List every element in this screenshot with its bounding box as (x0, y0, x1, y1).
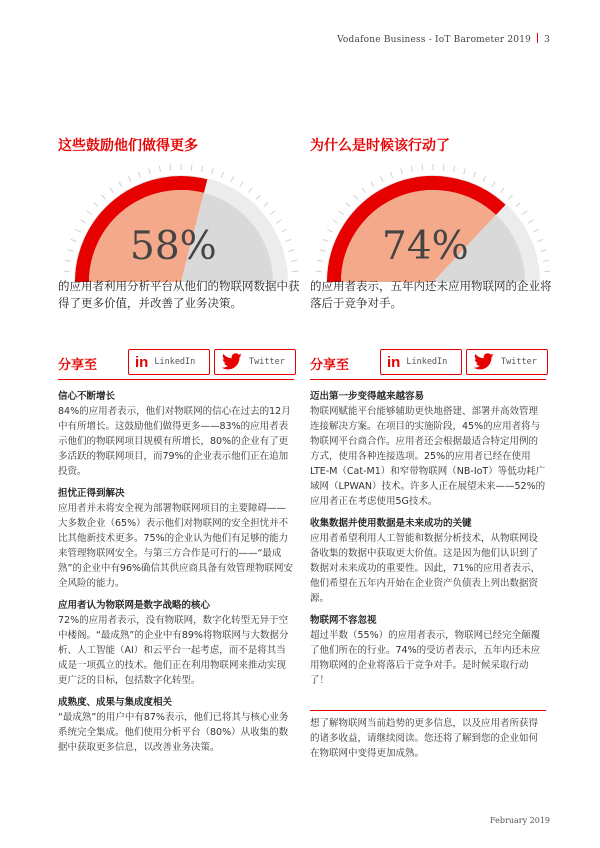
left-gauge-tick (240, 182, 243, 187)
left-gauge-tick (289, 250, 295, 252)
right-gauge-tick (346, 203, 350, 207)
linkedin-icon: in (135, 353, 149, 371)
right-gauge-tick (411, 166, 412, 172)
left-gauge-tick (68, 250, 74, 252)
left-body-sections (58, 389, 294, 762)
right-twitter-button[interactable] (466, 349, 548, 375)
right-gauge-tick (316, 271, 322, 272)
right-linkedin-button[interactable] (380, 349, 462, 375)
left-section-heading: 信心不断增长 (58, 391, 116, 402)
right-gauge-tick (320, 250, 326, 252)
left-gauge-tick (94, 203, 98, 207)
left-gauge-tick (281, 229, 286, 232)
right-gauge-tick (541, 250, 547, 252)
right-gauge-tick (454, 166, 455, 172)
left-gauge-percentage: 58% (130, 224, 217, 269)
left-section-heading: 应用者认为物联网是数字战略的核心 (58, 600, 211, 611)
left-gauge-tick (276, 220, 281, 223)
right-gauge-tick (500, 188, 504, 193)
right-gauge-tick (537, 239, 543, 241)
left-section-body: 应用者并未将安全视为部署物联网项目的主要障碍——大多数企业（65%）表示他们对物联网的安全担忧并不比其他新技术更多。75%的企业认为他们有足够的能力来管理物联网安全。与第三方合作是可行的——“最成熟”的企业中有96%确信其供应商具备有效管理物联网安全风险的能力。 (58, 503, 294, 589)
twitter-icon (473, 353, 495, 371)
right-gauge-tick (371, 182, 374, 187)
running-header (337, 33, 550, 45)
right-gauge-tick (464, 169, 466, 175)
right-gauge-tick (422, 165, 423, 171)
left-gauge-tick (256, 195, 260, 199)
left-gauge-tick (285, 239, 291, 241)
twitter-icon (221, 353, 243, 371)
left-gauge-tick (231, 176, 234, 181)
closing-paragraph: 想了解物联网当前趋势的更多信息，以及应用者所获得的诸多收益，请继续阅读。您还将了解到您的企业如何在物联网中变得更加成熟。 (310, 710, 546, 761)
right-gauge-tick (508, 195, 512, 199)
right-gauge-tick (317, 260, 323, 261)
right-gauge-tick (483, 176, 486, 181)
right-gauge-tick (390, 172, 392, 178)
right-gauge-percentage: 74% (382, 224, 469, 269)
right-gauge-tick (443, 165, 444, 171)
left-gauge-tick (270, 211, 275, 215)
right-gauge-tick (545, 271, 551, 272)
right-section-heading: 迈出第一步变得越来越容易 (310, 391, 425, 402)
left-gauge-description: 的应用者利用分析平台从他们的物联网数据中获得了更多价值，并改善了业务决策。 (58, 279, 300, 310)
right-gauge-description: 的应用者表示，五年内还未应用物联网的企业将落后于竞争对手。 (310, 279, 552, 310)
right-gauge-tick (528, 220, 533, 223)
left-gauge-tick (119, 182, 122, 187)
left-share-divider (58, 379, 294, 380)
right-gauge (310, 154, 556, 286)
left-share-bar (58, 349, 294, 377)
linkedin-icon: in (387, 353, 401, 371)
left-gauge-tick (221, 172, 223, 178)
left-section-heading: 担忧正得到解决 (58, 488, 125, 499)
left-gauge-tick (170, 165, 171, 171)
left-gauge-tick (128, 176, 131, 181)
right-gauge-tick (522, 211, 527, 215)
right-gauge-tick (333, 220, 338, 223)
left-gauge-tick (264, 203, 268, 207)
right-share-label: 分享至 (310, 358, 350, 373)
left-gauge-tick (159, 166, 160, 172)
left-section-heading: 成熟度、成果与集成度相关 (58, 697, 173, 708)
left-twitter-button[interactable] (214, 349, 296, 375)
right-twitter-label: Twitter (501, 357, 537, 367)
left-share-label: 分享至 (58, 358, 98, 373)
right-share-bar (310, 349, 546, 377)
left-gauge-tick (64, 271, 70, 272)
left-section-body: 72%的应用者表示，没有物联网，数字化转型无异于空中楼阁。“最成熟”的企业中有89%将物联网与大数据分析、人工智能（AI）和云平台一起考虑，而不是将其当成是一项孤立的技术。他们正在利用物联网来推动实现更广泛的目标，包括数字化转型。 (58, 615, 289, 686)
right-gauge-tick (516, 203, 520, 207)
right-gauge-tick (339, 211, 344, 215)
left-gauge-tick (110, 188, 114, 193)
footer-date: February 2019 (490, 816, 550, 825)
right-gauge-tick (380, 176, 383, 181)
right-gauge-tick (492, 182, 495, 187)
page-number: 3 (544, 35, 550, 45)
right-body-sections (310, 389, 546, 695)
left-gauge-tick (138, 172, 140, 178)
left-gauge-tick (202, 166, 203, 172)
left-gauge-tick (248, 188, 252, 193)
right-section-body: 物联网赋能平台能够辅助更快地搭建、部署并高效管理连接解决方案。在项目的实施阶段，45%的应用者将与物联网平台商合作。应用者还会根据最适合特定用例的方式，使用各种连接选项。25%的应用者已经在使用LTE-M（Cat-M1）和窄带物联网（NB-IoT）等低功耗广域网（LPWAN）技术。许多人正在展望未来——52%的应用者正在考虑使用5G技术。 (310, 406, 546, 507)
right-gauge-tick (362, 188, 366, 193)
right-gauge-tick (473, 172, 475, 178)
left-gauge-tick (75, 229, 80, 232)
left-section-body: “最成熟”的用户中有87%表示，他们已将其与核心业务系统完全集成。他们使用分析平台（80%）从收集的数据中获取更多信息，以改善业务决策。 (58, 712, 289, 753)
left-twitter-label: Twitter (249, 357, 285, 367)
left-section-body: 84%的应用者表示，他们对物联网的信心在过去的12月中有所增长。这鼓励他们做得更多——83%的应用者表示他们的物联网项目规模有所增长，80%的企业有了更多活跃的物联网项目，而79%的企业表示他们正在追加投资。 (58, 406, 291, 477)
left-linkedin-label: LinkedIn (154, 357, 196, 367)
right-share-divider (310, 379, 546, 380)
left-gauge-tick (71, 239, 77, 241)
right-section-heading: 收集数据并使用数据是未来成功的关键 (310, 518, 472, 529)
left-gauge-tick (293, 271, 299, 272)
right-gauge-tick (354, 195, 358, 199)
right-section-heading: 物联网不容忽视 (310, 615, 377, 626)
header-divider (537, 33, 538, 43)
left-gauge-tick (291, 260, 297, 261)
right-section-title: 为什么是时候该行动了 (310, 138, 450, 154)
left-gauge-tick (81, 220, 86, 223)
right-section-body: 超过半数（55%）的应用者表示，物联网已经完全颠覆了他们所在的行业。74%的受访者表示，五年内还未应用物联网的企业将落后于竞争对手。是时候采取行动了！ (310, 630, 541, 686)
left-gauge-tick (212, 169, 214, 175)
left-gauge-tick (102, 195, 106, 199)
right-gauge-tick (401, 169, 403, 175)
right-linkedin-label: LinkedIn (406, 357, 448, 367)
left-gauge-tick (65, 260, 71, 261)
right-section-body: 应用者希望利用人工智能和数据分析技术，从物联网设备收集的数据中获取更大价值。这是因为他们认识到了数据对未来成功的重要性。因此，71%的应用者表示，他们希望在五年内开始在企业资产负债表上列出数据资源。 (310, 533, 541, 604)
left-section-title: 这些鼓励他们做得更多 (58, 138, 198, 154)
running-title: Vodafone Business - IoT Barometer 2019 (337, 35, 532, 45)
right-gauge-tick (323, 239, 329, 241)
left-gauge (58, 154, 304, 286)
left-gauge-tick (149, 169, 151, 175)
left-linkedin-button[interactable] (128, 349, 210, 375)
left-gauge-tick (191, 165, 192, 171)
left-gauge-tick (87, 211, 92, 215)
right-gauge-tick (543, 260, 549, 261)
right-gauge-tick (533, 229, 538, 232)
right-gauge-tick (327, 229, 332, 232)
